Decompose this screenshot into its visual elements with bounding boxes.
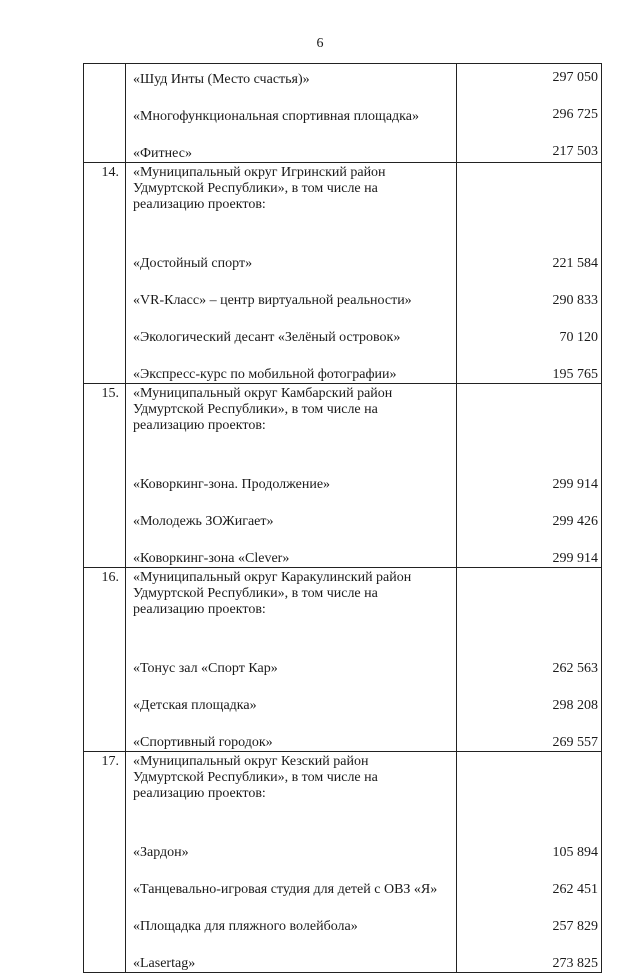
row-number bbox=[84, 64, 126, 162]
district-heading bbox=[133, 386, 453, 450]
row-number: 15. bbox=[84, 384, 126, 567]
table-row-section-15 bbox=[84, 384, 602, 568]
project-amount: 217 503 bbox=[552, 144, 598, 159]
project-name: «Коворкинг-зона. Продолжение» bbox=[133, 477, 331, 492]
project-name: «Шуд Инты (Место счастья)» bbox=[133, 72, 310, 87]
project-amount: 257 829 bbox=[552, 919, 598, 934]
heading-line: реализацию проектов: bbox=[133, 197, 266, 212]
project-name: «Lasertag» bbox=[133, 956, 196, 971]
project-amount: 262 451 bbox=[552, 882, 598, 897]
row-amounts bbox=[457, 64, 602, 162]
heading-line: Удмуртской Республики», в том числе на bbox=[133, 402, 378, 417]
row-amounts bbox=[457, 568, 602, 751]
project-amount: 195 765 bbox=[552, 367, 598, 382]
project-amount: 273 825 bbox=[552, 956, 598, 971]
heading-line: Удмуртской Республики», в том числе на bbox=[133, 181, 378, 196]
project-amount: 298 208 bbox=[552, 698, 598, 713]
heading-line: «Муниципальный округ Каракулинский район bbox=[133, 570, 412, 585]
project-amount: 262 563 bbox=[552, 661, 598, 676]
project-name: «Танцевально-игровая студия для детей с ОВЗ «Я» bbox=[133, 882, 438, 897]
heading-line: «Муниципальный округ Игринский район bbox=[133, 165, 386, 180]
heading-line: реализацию проектов: bbox=[133, 418, 266, 433]
row-description bbox=[126, 384, 457, 567]
project-name: «Экспресс-курс по мобильной фотографии» bbox=[133, 367, 397, 382]
row-description bbox=[126, 568, 457, 751]
row-description bbox=[126, 64, 457, 162]
project-amount: 269 557 bbox=[552, 735, 598, 750]
project-name: «VR-Класс» – центр виртуальной реальности» bbox=[133, 293, 412, 308]
project-amount: 297 050 bbox=[552, 70, 598, 85]
district-heading bbox=[133, 570, 453, 634]
row-amounts bbox=[457, 752, 602, 972]
heading-line: «Муниципальный округ Кезский район bbox=[133, 754, 369, 769]
row-amounts bbox=[457, 384, 602, 567]
district-heading bbox=[133, 754, 453, 818]
table-row-section-14 bbox=[84, 163, 602, 384]
project-name: «Зардон» bbox=[133, 845, 189, 860]
project-amount: 296 725 bbox=[552, 107, 598, 122]
project-amount: 290 833 bbox=[552, 293, 598, 308]
heading-line: реализацию проектов: bbox=[133, 602, 266, 617]
row-description bbox=[126, 752, 457, 972]
heading-line: реализацию проектов: bbox=[133, 786, 266, 801]
project-name: «Экологический десант «Зелёный островок» bbox=[133, 330, 401, 345]
page-number: 6 bbox=[316, 36, 324, 51]
row-number: 17. bbox=[84, 752, 126, 972]
project-name: «Многофункциональная спортивная площадка» bbox=[133, 109, 419, 124]
project-amount: 299 914 bbox=[552, 551, 598, 566]
project-amount: 105 894 bbox=[552, 845, 598, 860]
table-row-continuation bbox=[84, 64, 602, 163]
project-amount: 299 426 bbox=[552, 514, 598, 529]
project-name: «Детская площадка» bbox=[133, 698, 257, 713]
row-number: 14. bbox=[84, 163, 126, 383]
project-name: «Фитнес» bbox=[133, 146, 192, 161]
row-description bbox=[126, 163, 457, 383]
heading-line: Удмуртской Республики», в том числе на bbox=[133, 770, 378, 785]
project-name: «Тонус зал «Спорт Кар» bbox=[133, 661, 278, 676]
row-amounts bbox=[457, 163, 602, 383]
project-name: «Молодежь ЗОЖигает» bbox=[133, 514, 274, 529]
project-name: «Достойный спорт» bbox=[133, 256, 253, 271]
project-amount: 299 914 bbox=[552, 477, 598, 492]
heading-line: Удмуртской Республики», в том числе на bbox=[133, 586, 378, 601]
project-amount: 221 584 bbox=[552, 256, 598, 271]
district-heading bbox=[133, 165, 453, 229]
table-row-section-17 bbox=[84, 752, 602, 973]
project-name: «Спортивный городок» bbox=[133, 735, 273, 750]
allocation-table bbox=[83, 63, 602, 973]
project-amount: 70 120 bbox=[559, 330, 598, 345]
row-number: 16. bbox=[84, 568, 126, 751]
heading-line: «Муниципальный округ Камбарский район bbox=[133, 386, 393, 401]
table-row-section-16 bbox=[84, 568, 602, 752]
project-name: «Площадка для пляжного волейбола» bbox=[133, 919, 358, 934]
project-name: «Коворкинг-зона «Clever» bbox=[133, 551, 290, 566]
